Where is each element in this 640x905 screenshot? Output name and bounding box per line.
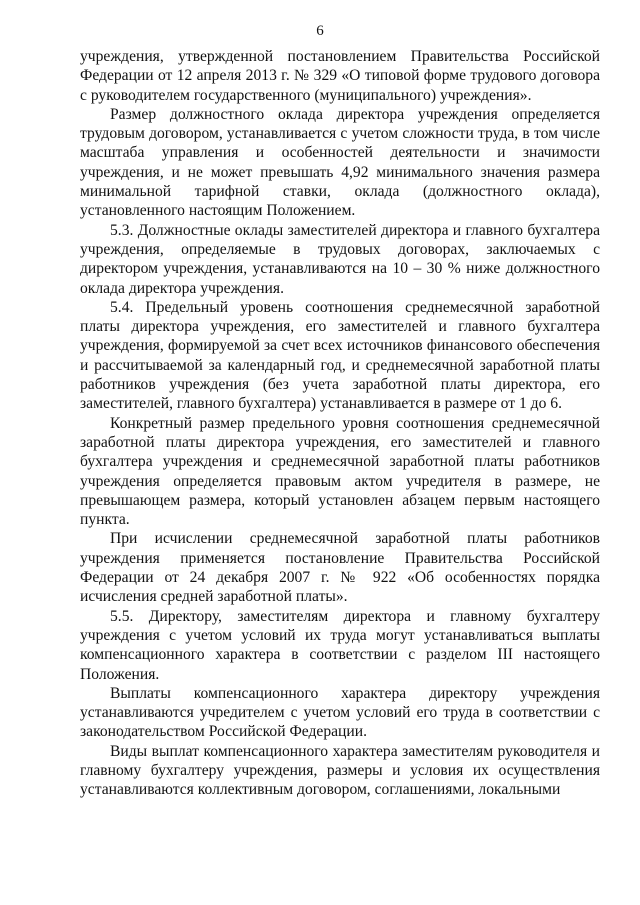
document-body [80,47,600,800]
paragraph-director-salary: Размер должностного оклада директора учреждения определяется трудовым договором, устанавливается с учетом сложности труда, в том числе масштаба управления и особенностей деятельности и значимости учреждения, и не может превышать 4,92 минимального значения размера минимальной тарифной ставки, оклада (должностного оклада), установленного настоящим Положением. [80,105,600,220]
paragraph-5-3: 5.3. Должностные оклады заместителей директора и главного бухгалтера учреждения, определяемые в трудовых договорах, заключаемых с директором учреждения, устанавливаются на 10 – 30 % ниже должностного оклада директора учреждения. [80,221,600,297]
paragraph-compensation-director: Выплаты компенсационного характера директору учреждения устанавливаются учредителем с учетом условий его труда в соответствии с законодательством Российской Федерации. [80,684,600,741]
paragraph-5-4: 5.4. Предельный уровень соотношения среднемесячной заработной платы директора учреждения, его заместителей и главного бухгалтера учреждения, формируемой за счет всех источников финансового обеспечения и рассчитываемой за календарный год, и среднемесячной заработной платы работников учреждения (без учета заработной платы директора, его заместителей, главного бухгалтера) устанавливается в размере от 1 до 6. [80,298,600,413]
paragraph-ratio-level: Конкретный размер предельного уровня соотношения среднемесячной заработной платы директора учреждения, его заместителей и главного бухгалтера учреждения и среднемесячной заработной платы работников учреждения определяется правовым актом учредителя в размере, не превышающем размера, который установлен абзацем первым настоящего пункта. [80,414,600,529]
page-number: 6 [316,23,324,39]
paragraph-continuation: учреждения, утвержденной постановлением Правительства Российской Федерации от 12 апреля 2013 г. № 329 «О типовой форме трудового договора с руководителем государственного (муниципального) учреждения». [80,48,600,104]
paragraph-average-salary: При исчислении среднемесячной заработной платы работников учреждения применяется постановление Правительства Российской Федерации от 24 декабря 2007 г. № 922 «Об особенностях порядка исчисления средней заработной платы». [80,530,600,606]
paragraph-5-5: 5.5. Директору, заместителям директора и главному бухгалтеру учреждения с учетом условий их труда могут устанавливаться выплаты компенсационного характера в соответствии с разделом III настоящего Положения. [80,607,600,683]
paragraph-compensation-types: Виды выплат компенсационного характера заместителям руководителя и главному бухгалтеру учреждения, размеры и условия их осуществления устанавливаются коллективным договором, соглашениями, локальными [80,742,600,799]
